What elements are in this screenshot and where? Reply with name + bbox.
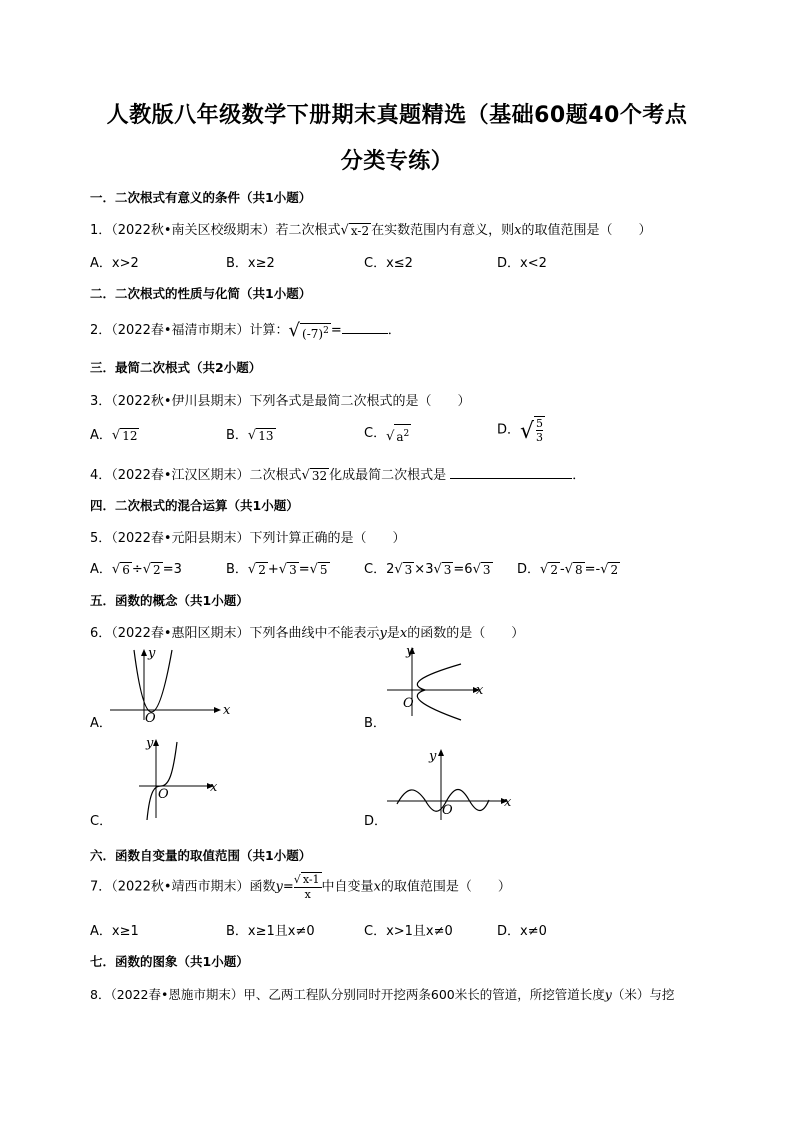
- q3-option-a: A．√ 12: [90, 428, 138, 443]
- q7-option-c: C．x>1且x≠0: [364, 924, 453, 939]
- graph-d-wave: [385, 744, 515, 824]
- q1-option-b: B．x≥2: [226, 256, 275, 271]
- q7-option-d: D．x≠0: [497, 924, 547, 939]
- svg-text:O: O: [403, 696, 414, 711]
- svg-text:x: x: [210, 780, 218, 795]
- sqrt-symbol: √ x-2: [340, 223, 370, 238]
- q7-option-b: B．x≥1且x≠0: [226, 924, 315, 939]
- question-2: 2．（2022春•福清市期末）计算： √ $(-7)^2$ = ．: [90, 320, 401, 341]
- section-heading: 七．函数的图象（共1小题）: [90, 954, 249, 969]
- section-heading: 三．最简二次根式（共2小题）: [90, 360, 262, 375]
- q1-option-c: C．x≤2: [364, 256, 413, 271]
- q3-option-d: D． √ 5 3: [497, 417, 544, 444]
- q5-option-b: B．√ 2 +√ 3 =√ 5: [226, 562, 328, 577]
- svg-text:y: y: [146, 736, 154, 751]
- svg-text:y: y: [406, 644, 414, 659]
- section-heading: 一．二次根式有意义的条件（共1小题）: [90, 190, 312, 205]
- svg-text:x: x: [476, 683, 484, 698]
- svg-text:O: O: [158, 787, 169, 802]
- section-heading: 四．二次根式的混合运算（共1小题）: [90, 498, 299, 513]
- svg-text:x: x: [504, 795, 512, 810]
- svg-text:O: O: [442, 803, 453, 818]
- section-heading: 五．函数的概念（共1小题）: [90, 593, 249, 608]
- graph-c-cubic: [115, 734, 225, 824]
- svg-text:y: y: [429, 749, 437, 764]
- doc-title-line1: 人教版八年级数学下册期末真题精选（基础60题40个考点: [106, 103, 688, 128]
- q6-option-b-label: B．: [364, 716, 386, 731]
- question-5: 5．（2022春•元阳县期末）下列计算正确的是（ ）: [90, 531, 406, 546]
- q6-option-a-label: A．: [90, 716, 112, 731]
- graph-b-sideways-parabola: [385, 644, 495, 724]
- q7-option-a: A．x≥1: [90, 924, 139, 939]
- section-heading: 二．二次根式的性质与化简（共1小题）: [90, 286, 312, 301]
- svg-text:y: y: [148, 646, 156, 661]
- q3-option-c: C．√ $a^2$: [364, 422, 411, 444]
- q3-option-b: B．√ 13: [226, 428, 274, 443]
- question-4: 4．（2022春•江汉区期末）二次根式√ 32 化成最简二次根式是 ．: [90, 468, 586, 483]
- q5-option-c: C．2√ 3 ×3√ 3 =6√ 3: [364, 562, 491, 577]
- question-1: 1．（2022秋•南关区校级期末）若二次根式√ x-2 在实数范围内有意义，则x的取值范围是（ ）: [90, 223, 652, 238]
- answer-blank[interactable]: [450, 466, 572, 479]
- q1-option-a: A．x>2: [90, 256, 139, 271]
- q6-option-c-label: C．: [90, 814, 113, 829]
- svg-text:x: x: [223, 703, 231, 718]
- q6-option-d-label: D．: [364, 814, 388, 829]
- fraction: √ x-1 x: [293, 873, 320, 901]
- doc-title-line2: 分类专练）: [340, 149, 454, 174]
- answer-blank[interactable]: [342, 321, 388, 334]
- section-heading: 六．函数自变量的取值范围（共1小题）: [90, 848, 312, 863]
- svg-text:O: O: [145, 711, 156, 726]
- question-7: 7．（2022秋•靖西市期末）函数y= √ x-1 x 中自变量x的取值范围是（ ）: [90, 873, 511, 901]
- question-3: 3．（2022秋•伊川县期末）下列各式是最简二次根式的是（ ）: [90, 394, 471, 409]
- sqrt-symbol: √: [288, 320, 301, 341]
- sqrt-symbol: √ 32: [301, 468, 328, 483]
- question-6: 6．（2022春•惠阳区期末）下列各曲线中不能表示y是x的函数的是（ ）: [90, 626, 525, 641]
- q1-option-d: D．x<2: [497, 256, 547, 271]
- question-8: 8．（2022春•恩施市期末）甲、乙两工程队分别同时开挖两条600米长的管道，所挖管道长度y（米）与挖: [90, 987, 675, 1002]
- q5-option-a: A．√ 6 ÷√ 2 =3: [90, 562, 182, 577]
- q5-option-d: D．√ 2 -√ 8 =-√ 2: [517, 562, 619, 577]
- graph-a-parabola: [110, 644, 230, 724]
